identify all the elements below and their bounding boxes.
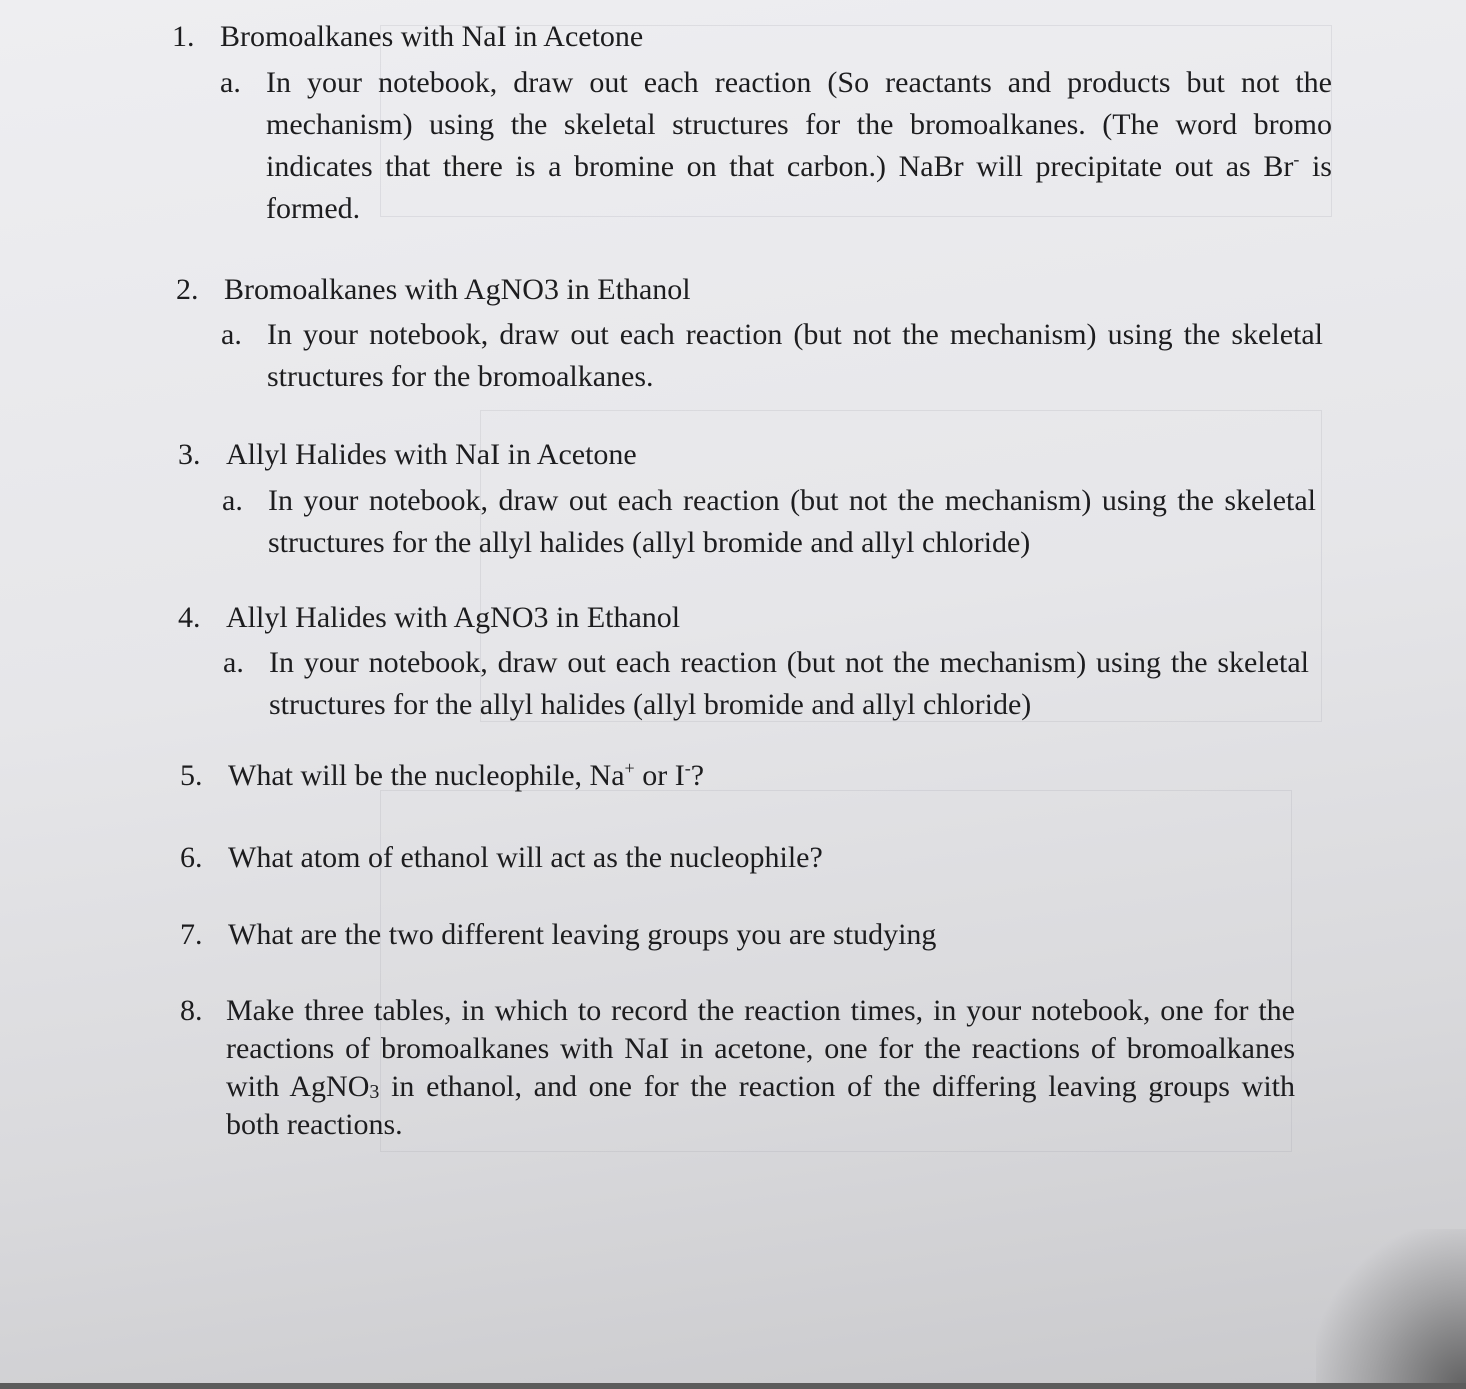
sub-letter: a. bbox=[220, 66, 241, 99]
item-5-question: 5. What will be the nucleophile, Na+ or I-? bbox=[180, 756, 704, 796]
item-title: Allyl Halides with NaI in Acetone bbox=[226, 438, 637, 471]
item-3-instruction bbox=[222, 480, 1316, 564]
item-4-instruction bbox=[223, 642, 1309, 726]
question-text: What are the two different leaving groups you are studying bbox=[228, 918, 937, 951]
instruction-text: In your notebook, draw out each reaction (but not the mechanism) using the skeletal structures for the allyl halides (allyl bromide and allyl chloride) bbox=[268, 484, 1316, 559]
item-3-heading bbox=[178, 435, 637, 475]
instruction-text: In your notebook, draw out each reaction (So reactants and products but not the mechanism) using the skeletal structures for the bromoalkanes. (The word bromo indicates that there is a bromine on that carbon.) NaBr will precipitate out as Br- is formed. bbox=[266, 66, 1332, 225]
question-text: What atom of ethanol will act as the nucleophile? bbox=[228, 841, 823, 874]
item-8-instruction bbox=[180, 992, 1295, 1144]
item-title: Allyl Halides with AgNO3 in Ethanol bbox=[226, 601, 681, 634]
item-number: 7. bbox=[180, 918, 203, 951]
instruction-text: In your notebook, draw out each reaction (but not the mechanism) using the skeletal structures for the bromoalkanes. bbox=[267, 318, 1323, 393]
item-number: 2. bbox=[176, 273, 199, 306]
item-1-heading bbox=[172, 17, 643, 57]
item-7-question bbox=[180, 915, 936, 955]
item-2-heading bbox=[176, 270, 691, 310]
item-2-instruction bbox=[221, 314, 1323, 398]
sub-letter: a. bbox=[221, 318, 242, 351]
sub-letter: a. bbox=[223, 646, 244, 679]
page-shadow bbox=[1316, 1229, 1466, 1389]
instruction-text: In your notebook, draw out each reaction (but not the mechanism) using the skeletal structures for the allyl halides (allyl bromide and allyl chloride) bbox=[269, 646, 1309, 721]
item-number: 6. bbox=[180, 841, 203, 874]
item-1-instruction bbox=[220, 62, 1332, 230]
item-number: 8. bbox=[180, 994, 203, 1027]
sub-letter: a. bbox=[222, 484, 243, 517]
item-number: 3. bbox=[178, 438, 201, 471]
item-number: 4. bbox=[178, 601, 201, 634]
instruction-text: Make three tables, in which to record the reaction times, in your notebook, one for the reactions of bromoalkanes with NaI in acetone, one for the reactions of bromoalkanes with AgNO$_3$ in ethanol, and one for the reaction of the differing leaving groups with both reactions. bbox=[226, 994, 1295, 1141]
item-title: Bromoalkanes with NaI in Acetone bbox=[220, 20, 644, 53]
item-title: Bromoalkanes with AgNO3 in Ethanol bbox=[224, 273, 691, 306]
item-4-heading bbox=[178, 598, 680, 638]
item-6-question bbox=[180, 838, 823, 878]
page-edge bbox=[0, 1383, 1466, 1389]
item-number: 1. bbox=[172, 20, 195, 53]
item-number: 5. bbox=[180, 759, 203, 792]
